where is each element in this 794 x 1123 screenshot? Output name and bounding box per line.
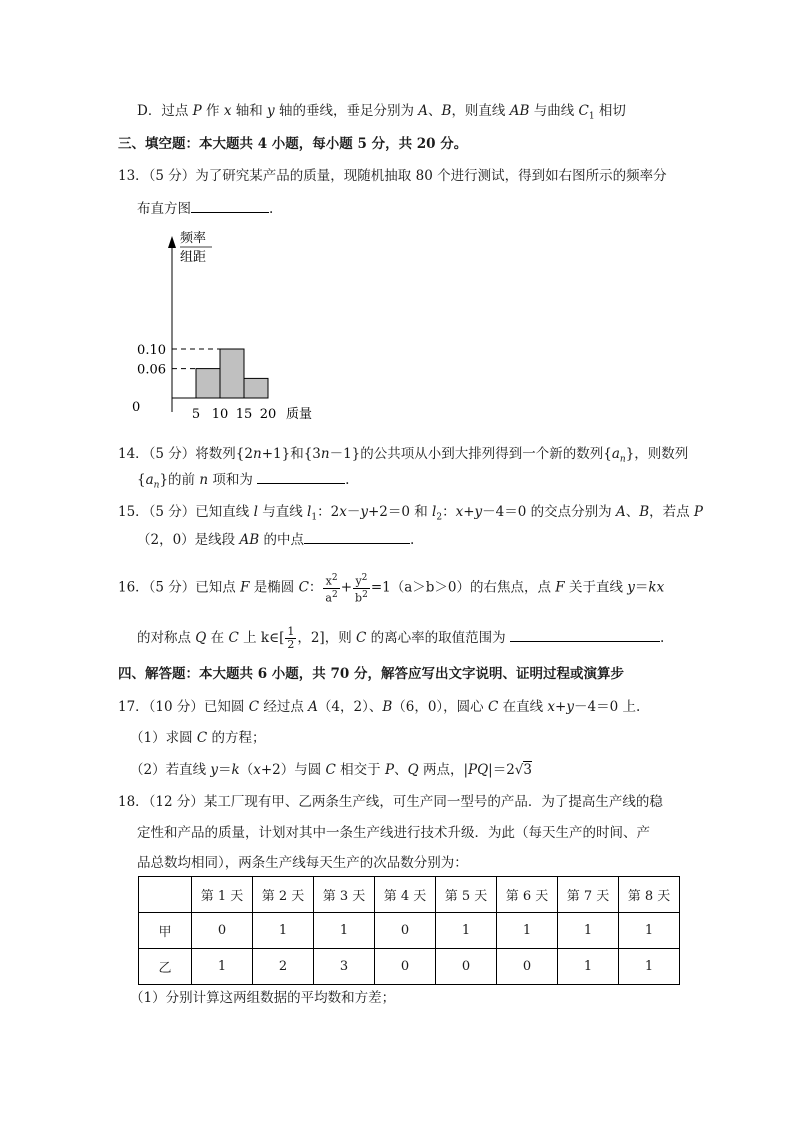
- y-label-bottom: 组距: [180, 250, 207, 265]
- x-tick-label: 20: [259, 407, 277, 422]
- table-header-cell: 第 2 天: [253, 877, 314, 913]
- x-tick-label: 5: [191, 407, 201, 422]
- x-tick-label: 10: [211, 407, 229, 422]
- histogram-bars: [196, 349, 268, 398]
- table-cell: 1: [314, 913, 375, 949]
- section4-heading: 四、解答题：本大题共 6 小题，共 70 分，解答应写出文字说明、证明过程或演算步: [118, 666, 624, 682]
- q18-line1: 18．（12 分）某工厂现有甲、乙两条生产线，可生产同一型号的产品．为了提高生产线的稳: [118, 794, 663, 810]
- table-header-cell: 第 5 天: [436, 877, 497, 913]
- x2-over-a2: $\frac{x^2}{a^2}$: [325, 573, 338, 605]
- table-cell: 1: [253, 913, 314, 949]
- table-cell: 1: [558, 913, 619, 949]
- q17-part2: （2）若直线 y＝k（x+2）与圆 C 相交于 P、Q 两点，|PQ|＝2√3: [130, 762, 532, 778]
- table-cell: 0: [375, 949, 436, 985]
- y-label-top: 频率: [180, 231, 207, 246]
- histogram-reference-lines: [172, 349, 220, 369]
- x-tick-label: 15: [235, 407, 253, 422]
- frequency-histogram: [128, 222, 338, 424]
- q16-line2: 的对称点 Q 在 C 上 k∈[ $\frac{1}{2}$ ，2]，则 C 的离心率的取值范围为 .: [137, 625, 665, 651]
- x-tick-labels: [192, 407, 276, 422]
- table-cell: 1: [558, 949, 619, 985]
- table-cell: 1: [192, 949, 253, 985]
- q17-part1: （1）求圆 C 的方程；: [130, 730, 266, 746]
- table-header-cell: 第 7 天: [558, 877, 619, 913]
- y-axis-arrow: [168, 236, 176, 248]
- one-half-fraction: $\frac{1}{2}$: [287, 625, 295, 651]
- histogram-bar: [244, 378, 268, 398]
- defect-count-table: [138, 876, 680, 985]
- table-cell: 2: [253, 949, 314, 985]
- histogram-bar: [196, 369, 220, 398]
- q15-line1: 15．（5 分）已知直线 l 与直线 $l_1$：2x－y+2＝0 和 $l_2$：x+y－4＝0 的交点分别为 A、B，若点 P: [118, 504, 703, 523]
- table-row-label: 乙: [139, 949, 192, 985]
- table-row-label: 甲: [139, 913, 192, 949]
- y-tick-labels: [137, 343, 166, 378]
- q16-answer-blank[interactable]: [510, 627, 660, 642]
- y-axis-label: [180, 230, 212, 265]
- table-cell: 1: [619, 913, 680, 949]
- q12-option-d: D．过点 P 作 x 轴和 y 轴的垂线，垂足分别为 A、B，则直线 AB 与曲线 $C_1$ 相切: [137, 103, 626, 122]
- table-header-cell: 第 8 天: [619, 877, 680, 913]
- y2-over-b2: $\frac{y^2}{b^2}$: [355, 573, 368, 605]
- q13-line2: 布直方图 .: [137, 198, 273, 219]
- sqrt-symbol: √: [514, 762, 524, 778]
- q17-line1: 17．（10 分）已知圆 C 经过点 A（4，2）、B（6，0），圆心 C 在直线 x+y－4＝0 上.: [118, 699, 641, 715]
- q18-line3: 品总数均相同），两条生产线每天生产的次品数分别为：: [137, 855, 468, 871]
- table-cell: 1: [436, 913, 497, 949]
- table-row: [139, 913, 680, 949]
- table-header-cell: 第 3 天: [314, 877, 375, 913]
- table-cell: 0: [497, 949, 558, 985]
- table-cell: 1: [497, 913, 558, 949]
- table-cell: 1: [619, 949, 680, 985]
- y-tick-label: 0.06: [137, 362, 166, 378]
- x-axis-label: 质量: [286, 407, 313, 422]
- q14-answer-blank[interactable]: [257, 469, 345, 484]
- table-header-cell: 第 6 天: [497, 877, 558, 913]
- origin-label: 0: [132, 400, 141, 415]
- table-header-cell: 第 1 天: [192, 877, 253, 913]
- table-header-cell: 第 4 天: [375, 877, 436, 913]
- q13-answer-blank[interactable]: [191, 198, 269, 213]
- q14-line2: $\{a_n\}$的前 n 项和为 .: [137, 469, 349, 496]
- y-tick-label: 0.10: [137, 343, 166, 358]
- table-row: [139, 949, 680, 985]
- q15-answer-blank[interactable]: [304, 529, 410, 544]
- table-cell: 0: [375, 913, 436, 949]
- table-header-cell: [139, 877, 192, 913]
- q16-line1: 16．（5 分）已知点 F 是椭圆 C： $\frac{x^2}{a^2}$ + $\frac{y^2}{b^2}$ =1（a＞b＞0）的右焦点，点 F 关于直线 y＝kx: [118, 573, 665, 605]
- histogram-bar: [220, 349, 244, 398]
- table-cell: 0: [436, 949, 497, 985]
- q13-line1: 13．（5 分）为了研究某产品的质量，现随机抽取 80 个进行测试，得到如右图所示的频率分: [118, 168, 667, 184]
- table-header-row: [139, 877, 680, 913]
- table-cell: 0: [192, 913, 253, 949]
- q18-line2: 定性和产品的质量，计划对其中一条生产线进行技术升级．为此（每天生产的时间、产: [137, 825, 650, 841]
- section3-heading: 三、填空题：本大题共 4 小题，每小题 5 分，共 20 分。: [118, 136, 468, 152]
- table-cell: 3: [314, 949, 375, 985]
- q18-part1: （1）分别计算这两组数据的平均数和方差；: [130, 990, 396, 1006]
- q15-line2: （2，0）是线段 AB 的中点 .: [137, 529, 414, 550]
- q14-line1: 14．（5 分）将数列{2n+1}和{3n－1}的公共项从小到大排列得到一个新的数列$\{a_n\}$，则数列: [118, 446, 689, 465]
